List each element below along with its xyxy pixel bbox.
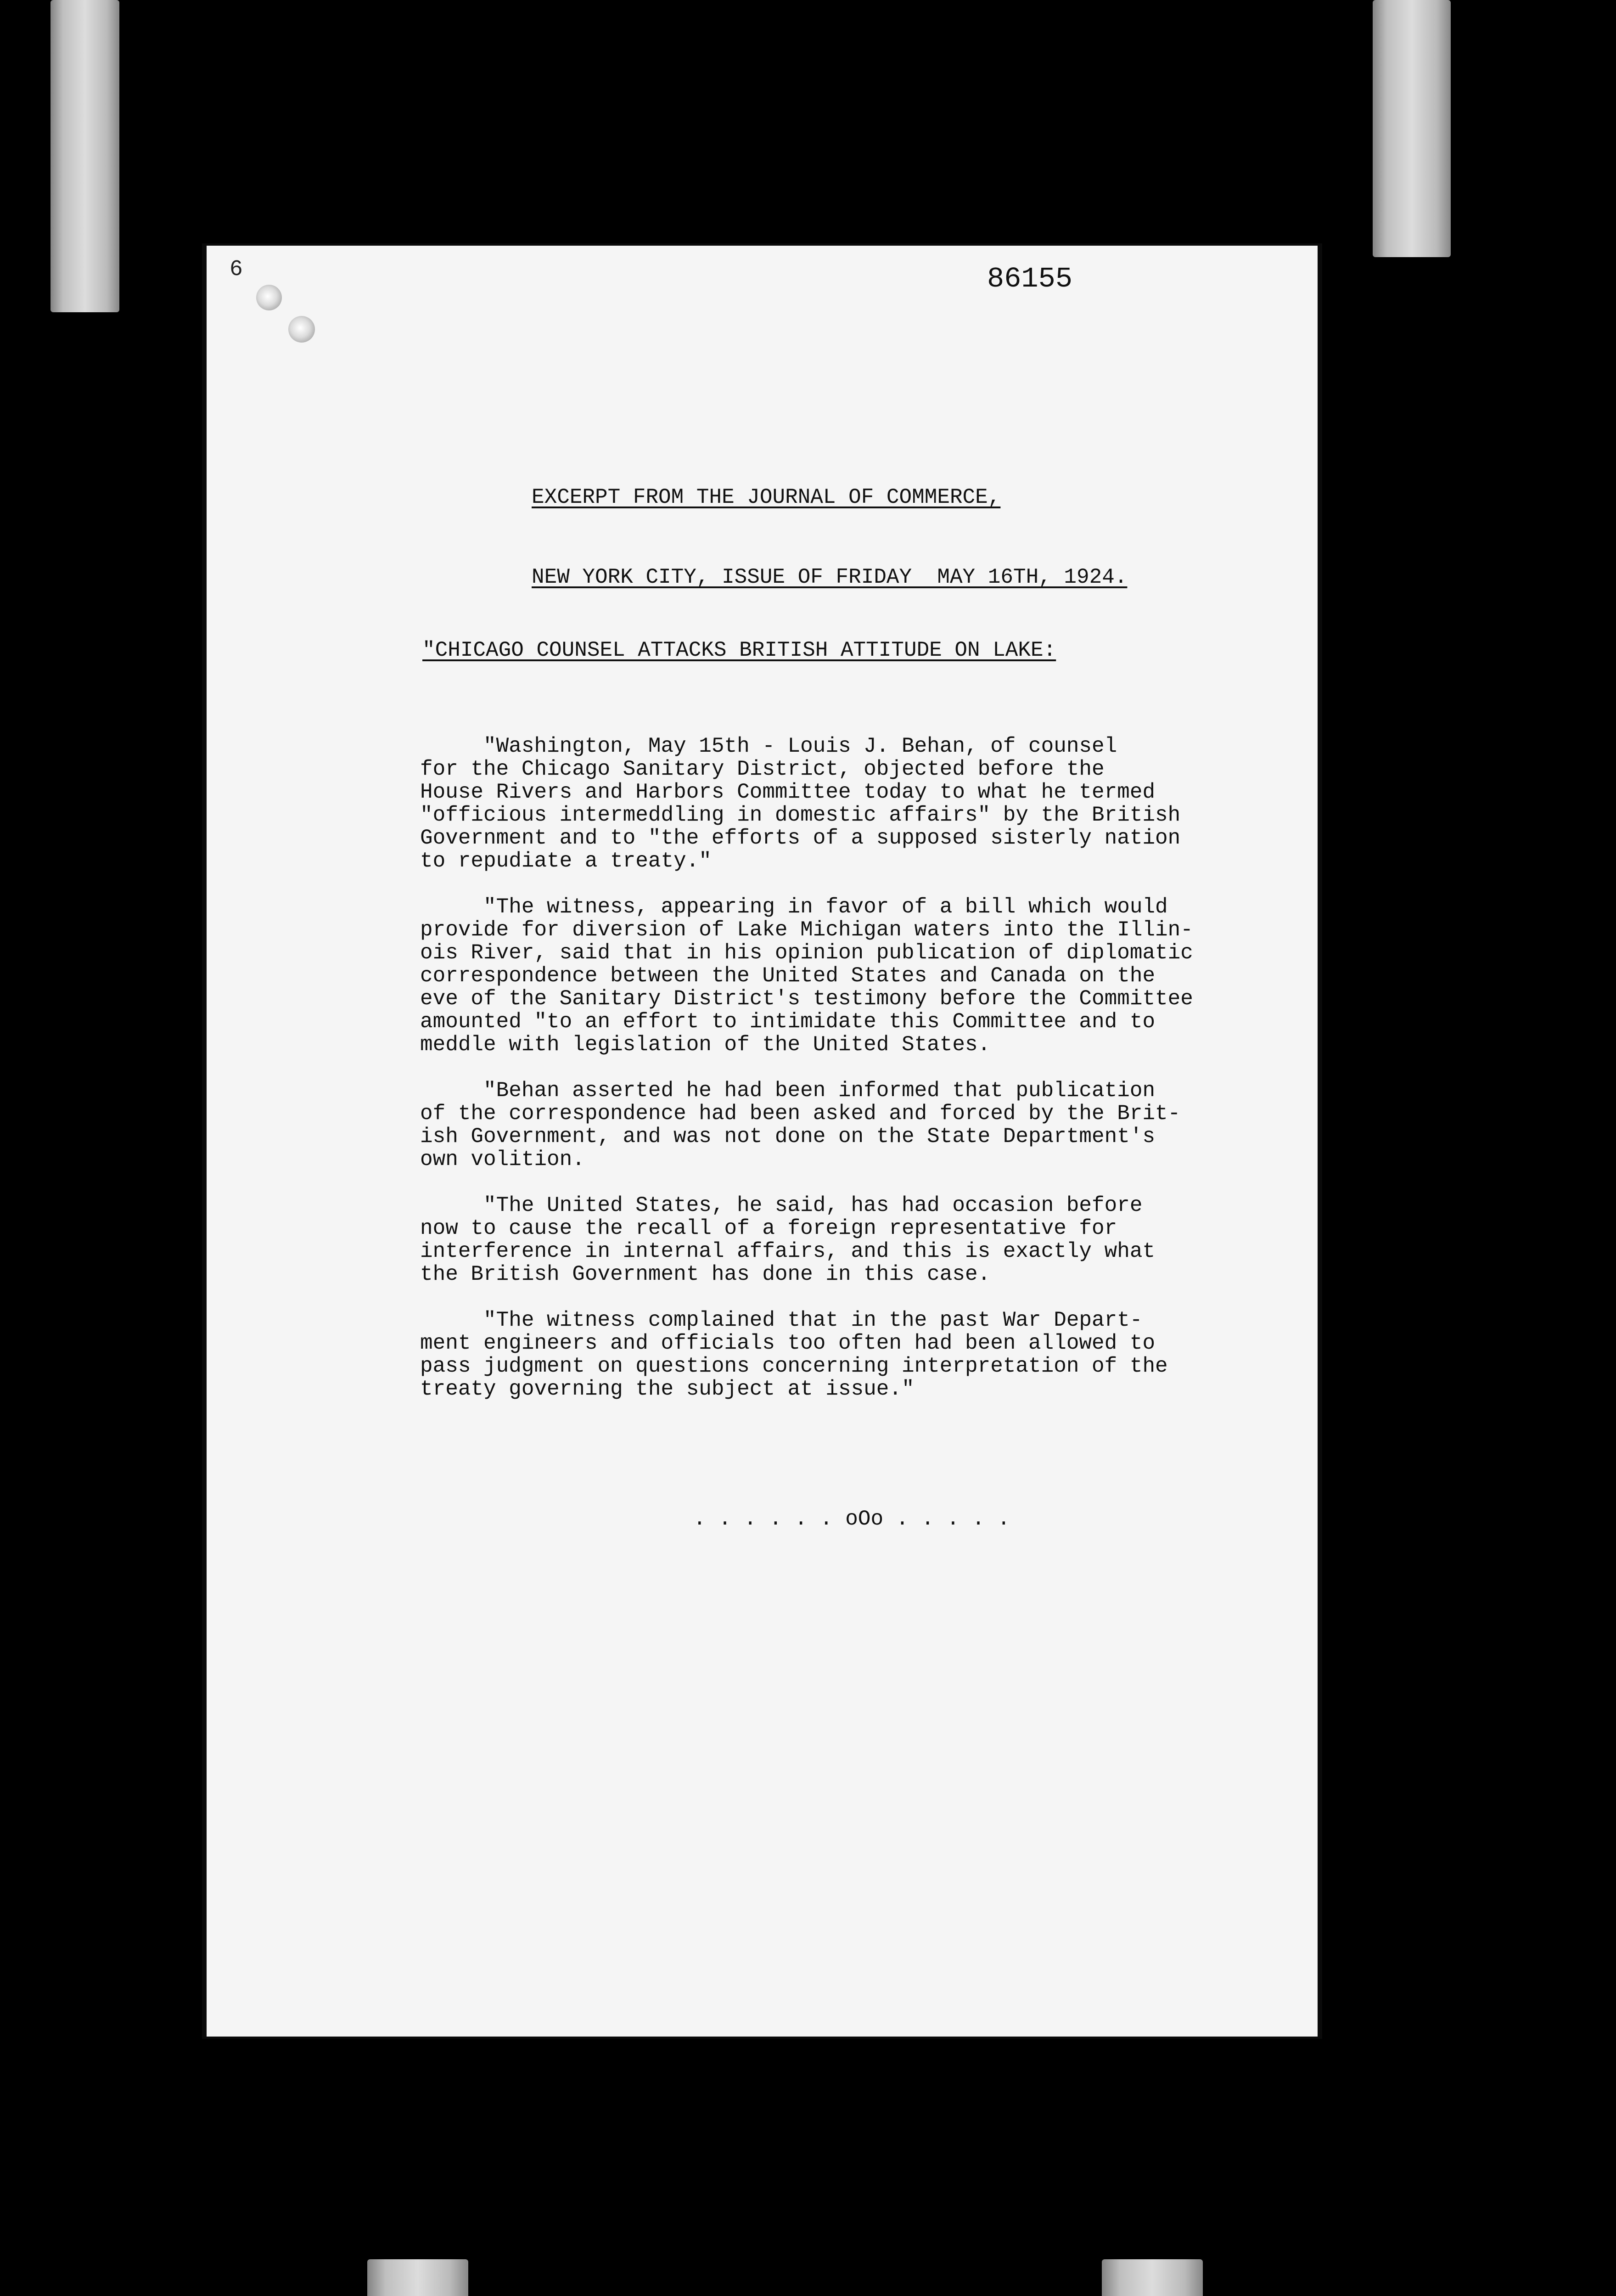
mounting-tape-bottom-right xyxy=(1102,2259,1203,2296)
punch-hole-icon xyxy=(256,285,282,310)
section-separator: . . . . . . oOo . . . . . xyxy=(693,1507,1010,1531)
text-line: "The United States, he said, has had occasion before xyxy=(420,1193,1143,1217)
text-line: "officious intermeddling in domestic affairs" by the British xyxy=(420,803,1181,827)
mounting-tape-top-right xyxy=(1373,0,1451,257)
article-body xyxy=(420,735,1269,1424)
heading-line-source: EXCERPT FROM THE JOURNAL OF COMMERCE, xyxy=(532,485,1001,509)
text-line: amounted "to an effort to intimidate this Committee and to xyxy=(420,1010,1156,1034)
punch-hole-icon xyxy=(288,316,315,343)
paragraph xyxy=(420,735,1269,872)
text-line: own volition. xyxy=(420,1148,585,1171)
text-line: Government and to "the efforts of a supposed sisterly nation xyxy=(420,826,1181,850)
text-line: for the Chicago Sanitary District, objected before the xyxy=(420,757,1105,781)
text-line: interference in internal affairs, and this is exactly what xyxy=(420,1239,1156,1263)
text-line: "Washington, May 15th - Louis J. Behan, of counsel xyxy=(420,734,1117,758)
document-number: 86155 xyxy=(987,263,1073,295)
text-line: correspondence between the United States and Canada on the xyxy=(420,964,1156,988)
text-line: pass judgment on questions concerning interpretation of the xyxy=(420,1354,1168,1378)
article-headline: "CHICAGO COUNSEL ATTACKS BRITISH ATTITUDE ON LAKE: xyxy=(422,638,1056,662)
paragraph xyxy=(420,895,1269,1056)
text-line: provide for diversion of Lake Michigan waters into the Illin- xyxy=(420,918,1193,942)
text-line: "The witness, appearing in favor of a bill which would xyxy=(420,895,1168,919)
text-line: "The witness complained that in the past War Depart- xyxy=(420,1308,1143,1332)
text-line: ois River, said that in his opinion publication of diplomatic xyxy=(420,941,1193,965)
paragraph xyxy=(420,1309,1269,1401)
mounting-tape-bottom-left xyxy=(367,2259,468,2296)
excerpt-heading xyxy=(532,431,1127,617)
text-line: treaty governing the subject at issue." xyxy=(420,1377,915,1401)
heading-line-issue: NEW YORK CITY, ISSUE OF FRIDAY MAY 16TH, 1924. xyxy=(532,565,1128,589)
text-line: "Behan asserted he had been informed that publication xyxy=(420,1079,1156,1103)
text-line: House Rivers and Harbors Committee today to what he termed xyxy=(420,780,1156,804)
paragraph xyxy=(420,1079,1269,1171)
text-line: now to cause the recall of a foreign representative for xyxy=(420,1216,1117,1240)
paragraph xyxy=(420,1194,1269,1286)
text-line: ish Government, and was not done on the State Department's xyxy=(420,1125,1156,1148)
text-line: the British Government has done in this case. xyxy=(420,1262,991,1286)
text-line: of the correspondence had been asked and forced by the Brit- xyxy=(420,1102,1181,1125)
text-line: eve of the Sanitary District's testimony before the Committee xyxy=(420,987,1193,1011)
page-number: 6 xyxy=(230,257,243,282)
mounting-tape-top-left xyxy=(50,0,119,312)
text-line: to repudiate a treaty." xyxy=(420,849,712,873)
text-line: ment engineers and officials too often had been allowed to xyxy=(420,1331,1156,1355)
text-line: meddle with legislation of the United States. xyxy=(420,1033,991,1057)
